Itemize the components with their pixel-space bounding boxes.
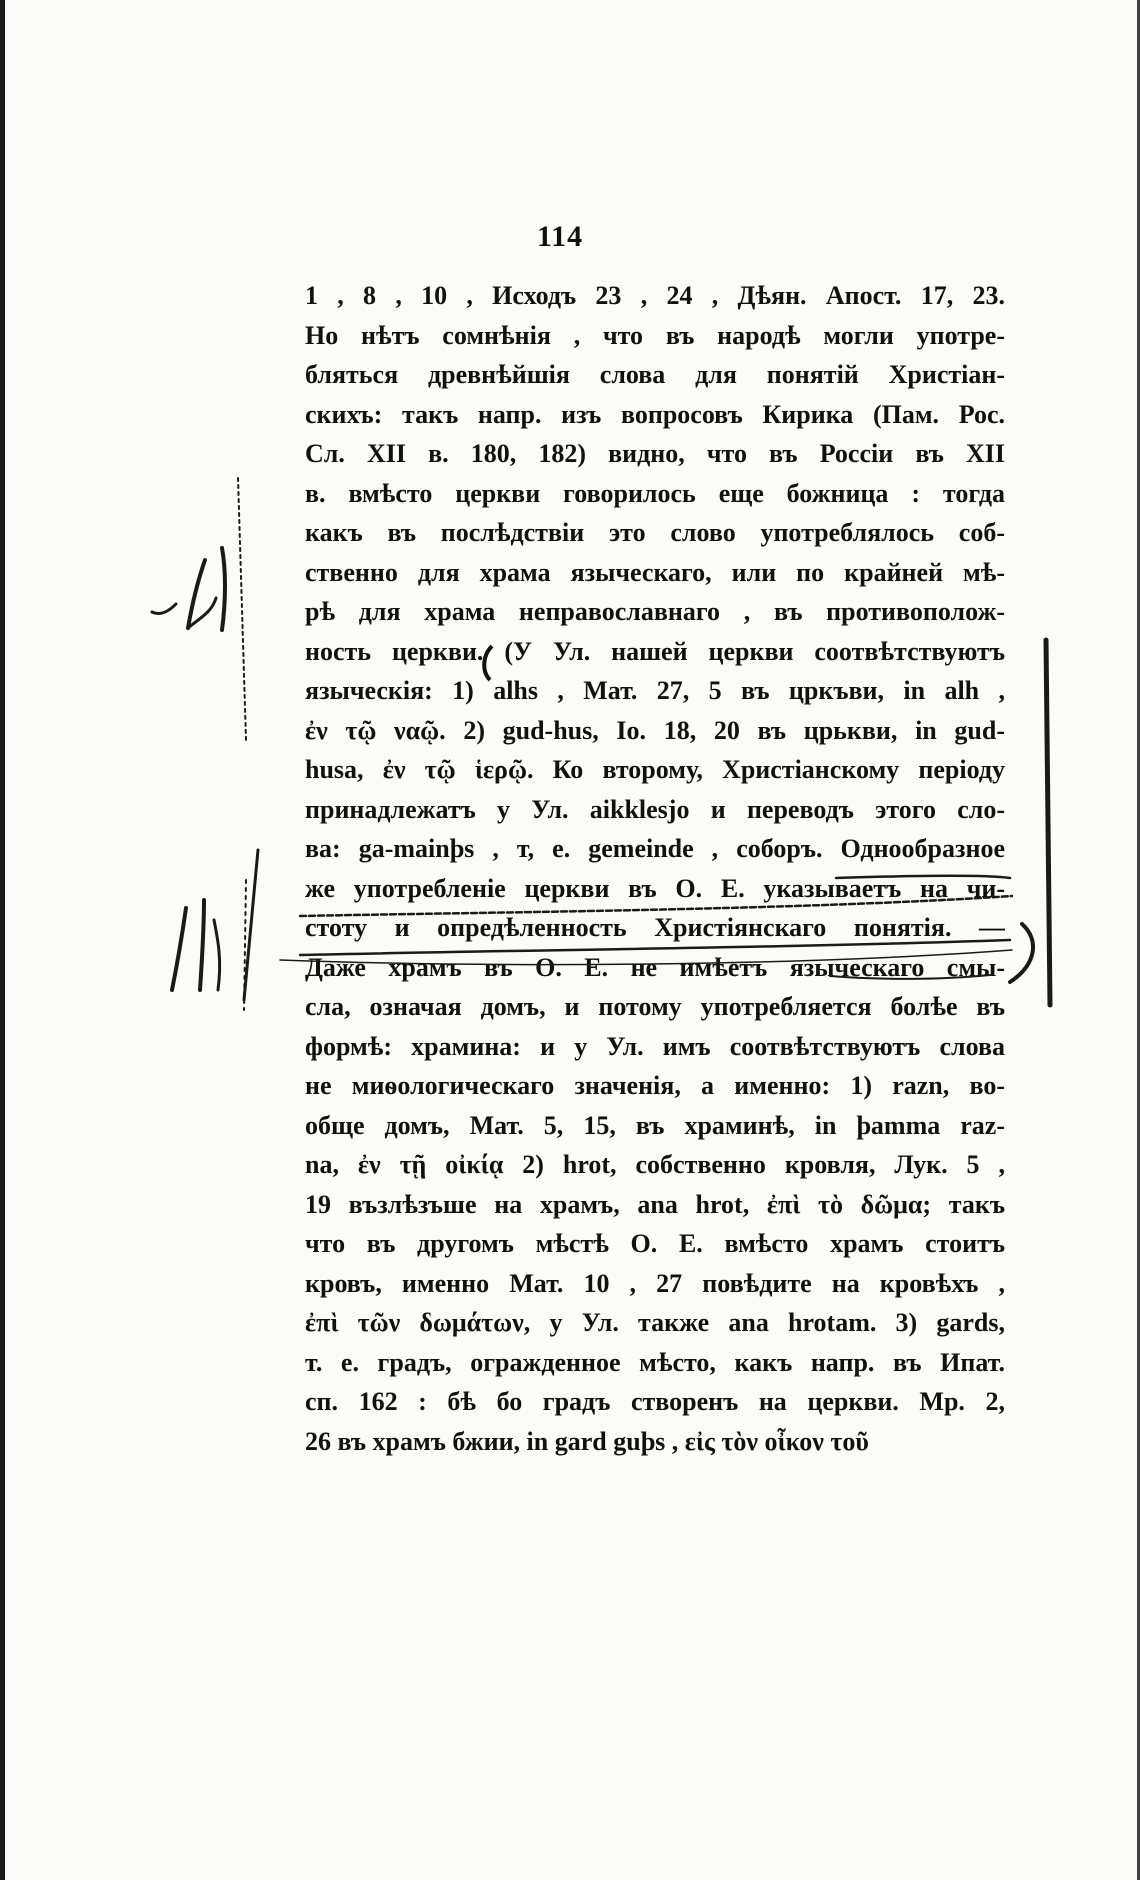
text-line: бляться древнѣйшія слова для понятій Христіан- xyxy=(305,360,1005,389)
text-line: ἐπὶ τῶν δωμάτων, у Ул. также ana hrotam. 3) gards, xyxy=(305,1308,1005,1337)
text-line: 19 възлѣзъше на храмъ, ana hrot, ἐπὶ τὸ δῶμα; такъ xyxy=(305,1189,1005,1219)
margin-scribble-upper xyxy=(152,478,246,740)
text-line: Но нѣтъ сомнѣнія , что въ народѣ могли употре- xyxy=(305,320,1005,350)
text-line: что въ другомъ мѣстѣ О. Е. вмѣсто храмъ стоитъ xyxy=(305,1229,1005,1258)
page-left-edge xyxy=(0,0,5,1880)
margin-scribble-lower xyxy=(172,850,258,1010)
text-line: формѣ: храмина: и у Ул. имъ соотвѣтствуютъ слова xyxy=(305,1031,1005,1061)
text-line: na, ἐν τῇ οἰκίᾳ 2) hrot, собственно кровля, Лук. 5 , xyxy=(305,1150,1005,1179)
text-line: сла, означая домъ, и потому употребляется болѣе въ xyxy=(305,992,1005,1021)
text-line: обще домъ, Мат. 5, 15, въ храминѣ, in þamma raz- xyxy=(305,1110,1005,1140)
text-line: же употребленіе церкви въ О. Е. указываетъ на чи- xyxy=(305,873,1005,903)
page-number: 114 xyxy=(536,220,584,253)
text-line: какъ въ послѣдствіи это слово употреблялось соб- xyxy=(305,518,1005,547)
text-line: husa, ἐν τῷ ἱερῷ. Ко второму, Христіанскому періоду xyxy=(305,755,1005,784)
text-line: ность церкви. (У Ул. нашей церкви соотвѣтствуютъ xyxy=(305,636,1005,666)
text-line: 1 , 8 , 10 , Исходъ 23 , 24 , Дѣян. Апост. 17, 23. xyxy=(305,281,1005,310)
text-line: языческія: 1) alhs , Мат. 27, 5 въ цркъви, in alh , xyxy=(305,676,1005,705)
text-line: не миѳологическаго значенія, а именно: 1) razn, во- xyxy=(305,1071,1005,1100)
text-line: ва: ga-mainþs , т, е. gemeinde , соборъ. Однообразное xyxy=(305,834,1005,863)
text-line: в. вмѣсто церкви говорилось еще божница : тогда xyxy=(305,478,1005,508)
text-line: стоту и опредѣленность Христіянскаго понятія. — xyxy=(305,913,1005,942)
body-text xyxy=(305,276,1005,1461)
right-margin-line xyxy=(1046,640,1050,1005)
text-line: сп. 162 : бѣ бо градъ створенъ на церкви. Мр. 2, xyxy=(305,1387,1005,1416)
text-line: скихъ: такъ напр. изъ вопросовъ Кирика (Пам. Рос. xyxy=(305,399,1005,429)
text-line: ἐν τῷ ναῷ. 2) gud-hus, Іо. 18, 20 въ црькви, in gud- xyxy=(305,715,1005,745)
text-line: кровъ, именно Мат. 10 , 27 повѣдите на кровѣхъ , xyxy=(305,1268,1005,1298)
text-line: принадлежатъ у Ул. aikklesjo и переводъ этого сло- xyxy=(305,794,1005,824)
text-line: рѣ для храма неправославнаго , въ противополож- xyxy=(305,597,1005,626)
text-line: т. е. градъ, огражденное мѣсто, какъ напр. въ Ипат. xyxy=(305,1347,1005,1377)
text-line: Сл. XII в. 180, 182) видно, что въ Россіи въ XII xyxy=(305,439,1005,468)
text-line: Даже храмъ въ О. Е. не имѣетъ языческаго смы- xyxy=(305,952,1005,982)
text-line: 26 въ храмъ бжии, in gard guþs , εἰς τὸν οἶκον τοῦ xyxy=(305,1426,869,1456)
text-line: ственно для храма языческаго, или по крайней мѣ- xyxy=(305,557,1005,587)
